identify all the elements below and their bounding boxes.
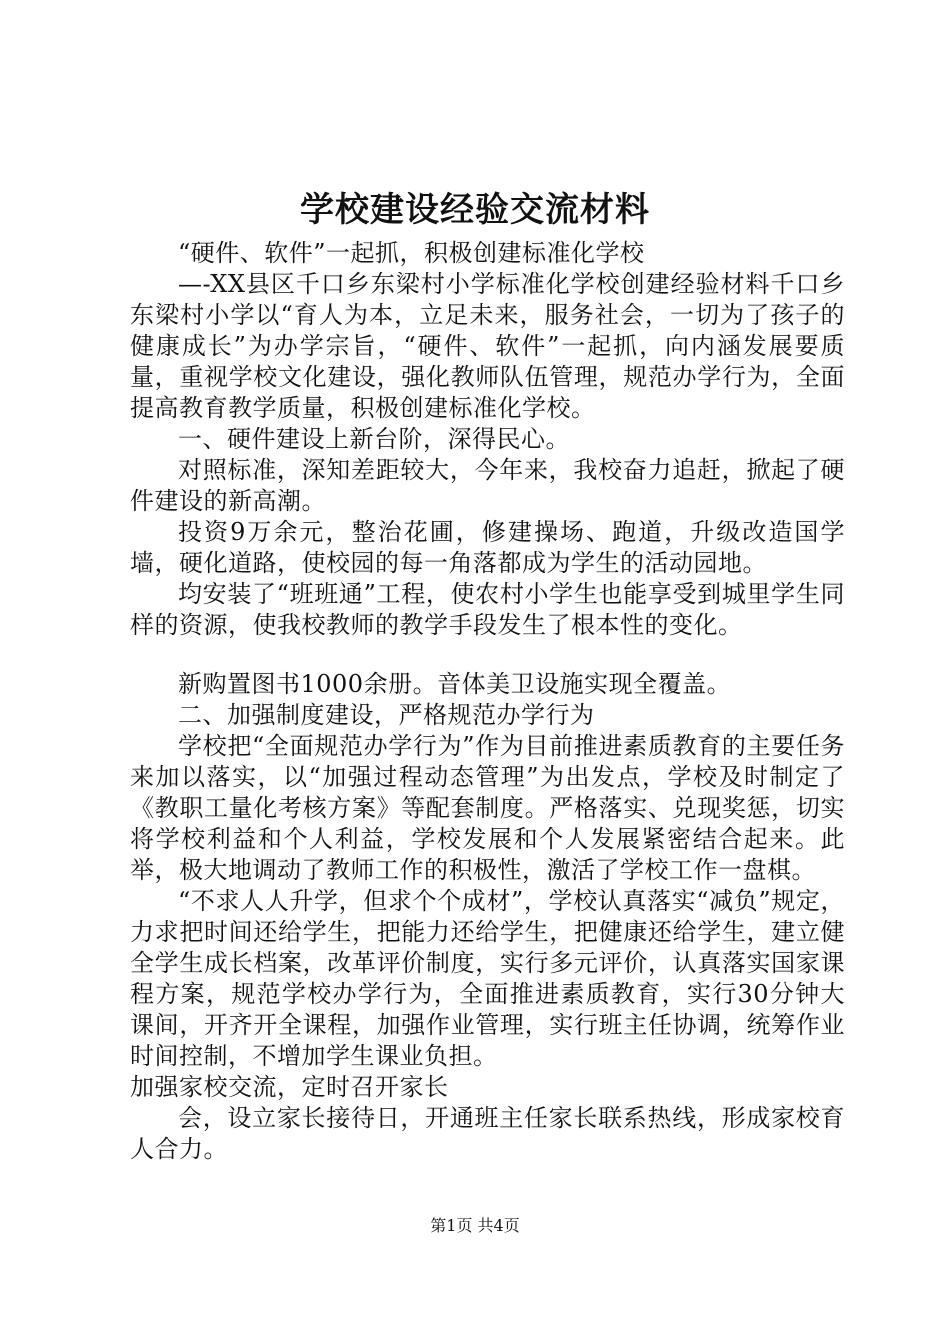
- document-body: [130, 238, 845, 1165]
- document-title: 学校建设经验交流材料: [300, 190, 650, 230]
- paragraph: 对照标准，深知差距较大，今年来，我校奋力追赶，掀起了硬件建设的新高潮。: [130, 456, 845, 515]
- paragraph: 均安装了“班班通”工程，使农村小学生也能享受到城里学生同样的资源，使我校教师的教学手段发生了根本性的变化。: [130, 580, 845, 639]
- paragraph: 会，设立家长接待日，开通班主任家长联系热线，形成家校育人合力。: [130, 1104, 845, 1163]
- intro-paragraph: —-XX县区千口乡东梁村小学标准化学校创建经验材料千口乡东梁村小学以“育人为本，立足未来，服务社会，一切为了孩子的健康成长”为办学宗旨，“硬件、软件”一起抓，向内涵发展要质量，重视学校文化建设，强化教师队伍管理，规范办学行为，全面提高教育教学质量，积极创建标准化学校。: [130, 270, 845, 422]
- paragraph: “不求人人升学，但求个个成材”，学校认真落实“减负”规定，力求把时间还给学生，把能力还给学生，把健康还给学生，建立健全学生成长档案，改革评价制度，实行多元评价，认真落实国家课程方案，规范学校办学行为，全面推进素质教育，实行30分钟大课间，开齐开全课程，加强作业管理，实行班主任协调，统筹作业时间控制，不增加学生课业负担。: [130, 887, 845, 1070]
- paragraph: 新购置图书1000余册。音体美卫设施实现全覆盖。: [178, 670, 732, 698]
- page-number: 第1页 共4页: [430, 1216, 520, 1235]
- paragraph: 加强家校交流，定时召开家长: [130, 1073, 449, 1101]
- subtitle-paragraph: “硬件、软件”一起抓，积极创建标准化学校: [178, 239, 645, 267]
- paragraph: 投资9万余元，整治花圃，修建操场、跑道，升级改造国学墙，硬化道路，使校园的每一角落都成为学生的活动园地。: [130, 518, 845, 577]
- section-heading-hardware: 一、硬件建设上新台阶，深得民心。: [178, 425, 570, 453]
- paragraph: 学校把“全面规范办学行为”作为目前推进素质教育的主要任务来加以落实，以“加强过程动态管理”为出发点，学校及时制定了《教职工量化考核方案》等配套制度。严格落实、兑现奖惩，切实将学校利益和个人利益，学校发展和个人发展紧密结合起来。此举，极大地调动了教师工作的积极性，激活了学校工作一盘棋。: [130, 732, 845, 884]
- section-heading-system: 二、加强制度建设，严格规范办学行为: [178, 701, 595, 729]
